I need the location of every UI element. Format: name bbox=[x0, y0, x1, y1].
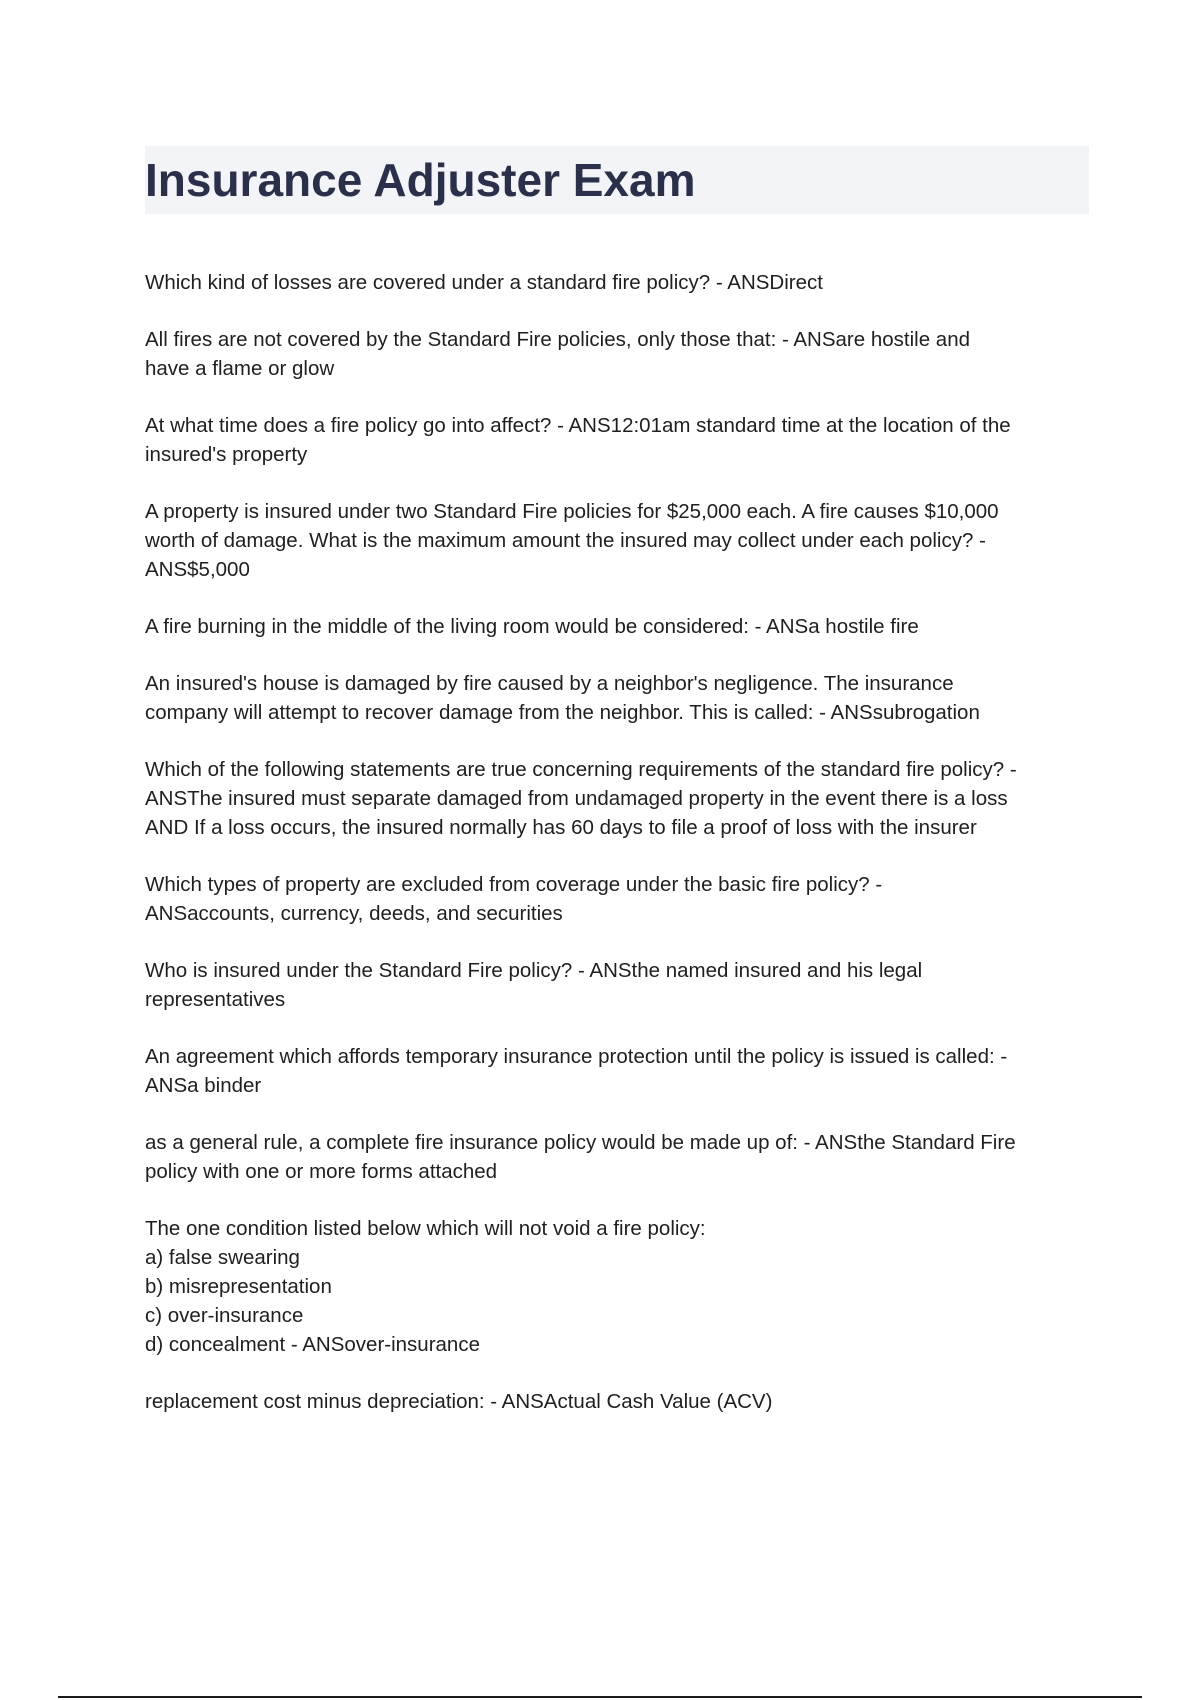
qa-item-5: A fire burning in the middle of the living room would be considered: - ANSa hostile fire bbox=[145, 615, 919, 638]
footer-rule bbox=[58, 1696, 1142, 1698]
qa-item-12: The one condition listed below which will not void a fire policy: a) false swearing b) misrepresentation c) over-insurance d) concealment - ANSover-insurance bbox=[145, 1217, 706, 1356]
qa-item-10: An agreement which affords temporary insurance protection until the policy is issued is called: - ANSa binder bbox=[145, 1045, 1008, 1097]
qa-item-7: Which of the following statements are true concerning requirements of the standard fire policy? - ANSThe insured must separate damaged from undamaged property in the event there is a loss AND If a loss occurs, the insured normally has 60 days to file a proof of loss with the insurer bbox=[145, 758, 1017, 839]
qa-item-3: At what time does a fire policy go into affect? - ANS12:01am standard time at the location of the insured's property bbox=[145, 414, 1011, 466]
qa-item-8: Which types of property are excluded from coverage under the basic fire policy? - ANSaccounts, currency, deeds, and securities bbox=[145, 873, 883, 925]
qa-item-2: All fires are not covered by the Standard Fire policies, only those that: - ANSare hostile and have a flame or glow bbox=[145, 328, 970, 380]
title-band bbox=[145, 146, 1089, 214]
page-title: Insurance Adjuster Exam bbox=[145, 154, 696, 206]
qa-item-13: replacement cost minus depreciation: - ANSActual Cash Value (ACV) bbox=[145, 1390, 773, 1413]
qa-item-1: Which kind of losses are covered under a standard fire policy? - ANSDirect bbox=[145, 271, 823, 294]
qa-item-6: An insured's house is damaged by fire caused by a neighbor's negligence. The insurance company will attempt to recover damage from the neighbor. This is called: - ANSsubrogation bbox=[145, 672, 980, 724]
qa-list bbox=[145, 268, 1095, 1444]
qa-item-9: Who is insured under the Standard Fire policy? - ANSthe named insured and his legal representatives bbox=[145, 959, 923, 1011]
qa-item-11: as a general rule, a complete fire insurance policy would be made up of: - ANSthe Standard Fire policy with one or more forms attached bbox=[145, 1131, 1016, 1183]
qa-item-4: A property is insured under two Standard Fire policies for $25,000 each. A fire causes $10,000 worth of damage. What is the maximum amount the insured may collect under each policy? - ANS$5,000 bbox=[145, 500, 999, 581]
